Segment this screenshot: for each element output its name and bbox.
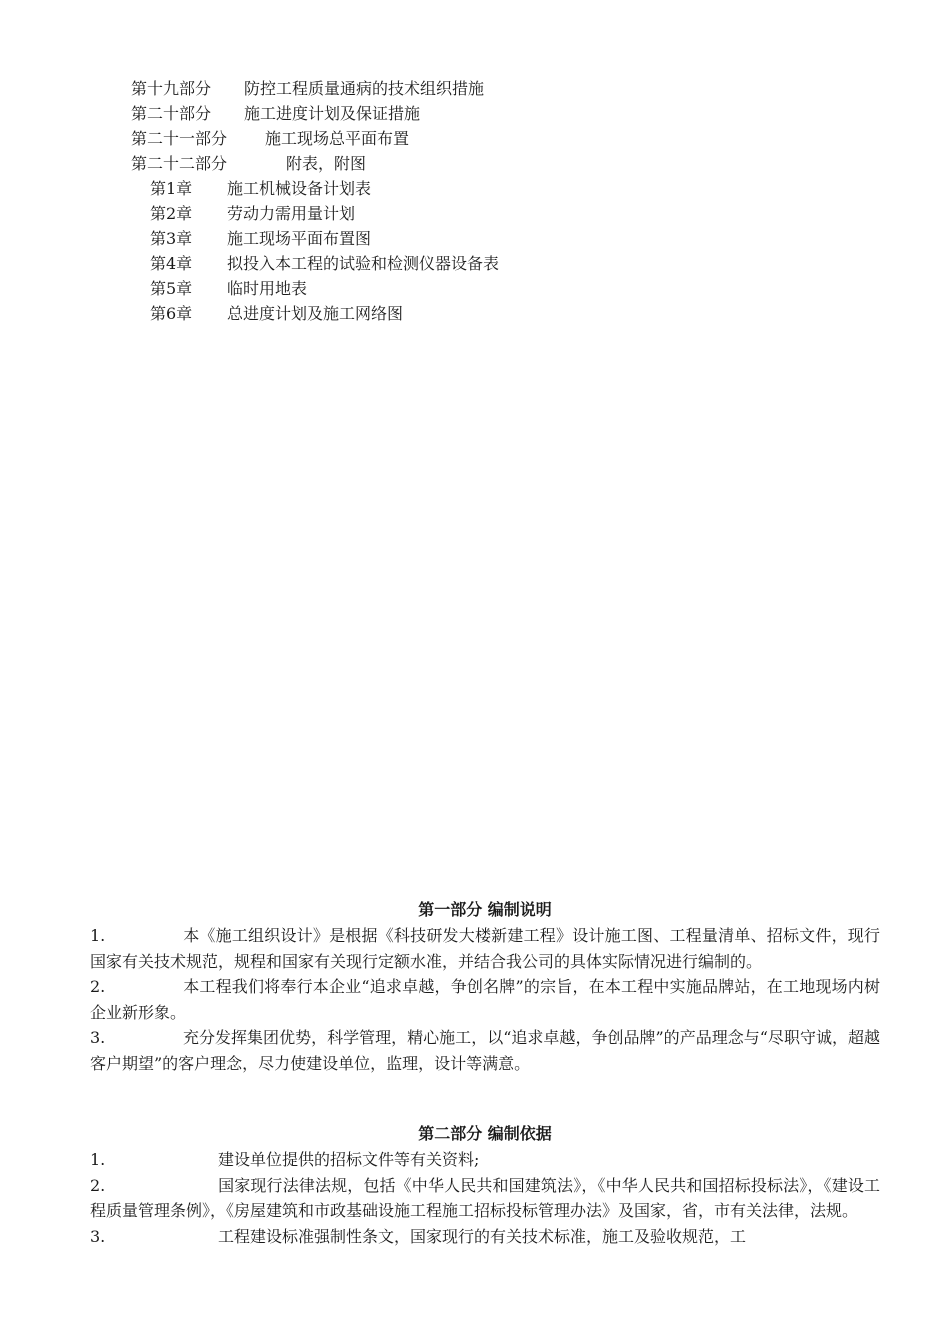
table-of-contents — [131, 76, 771, 326]
toc-part-number: 第二十一部分 — [131, 129, 228, 148]
paragraph-text: 本《施工组织设计》是根据《科技研发大楼新建工程》设计施工图、工程量清单、招标文件，现行国家有关技术规范，规程和国家有关现行定额水准，并结合我公司的具体实际情况进行编制的。 — [90, 926, 880, 971]
toc-part-number: 第二十二部分 — [131, 154, 228, 173]
toc-chapter-number: 第2章 — [150, 204, 193, 223]
toc-chapter-number: 第1章 — [150, 179, 193, 198]
paragraph-text: 工程建设标准强制性条文，国家现行的有关技术标准，施工及验收规范，工 — [218, 1226, 747, 1246]
toc-chapter-4[interactable] — [131, 251, 771, 276]
paragraph-text: 建设单位提供的招标文件等有关资料; — [218, 1150, 480, 1169]
paragraph — [90, 1224, 880, 1250]
paragraph-number: 1. — [90, 926, 106, 945]
section-compilation-basis — [90, 1121, 880, 1249]
toc-chapter-number: 第6章 — [150, 304, 193, 323]
paragraph — [90, 1025, 880, 1076]
toc-chapter-2[interactable] — [131, 201, 771, 226]
toc-part-title: 防控工程质量通病的技术组织措施 — [244, 79, 485, 98]
toc-chapter-number: 第4章 — [150, 254, 193, 273]
toc-chapter-title: 施工现场平面布置图 — [227, 229, 372, 248]
toc-part-20[interactable] — [131, 101, 771, 126]
section-compilation-notes — [90, 897, 880, 1076]
toc-part-21[interactable] — [131, 126, 771, 151]
toc-chapter-number: 第5章 — [150, 279, 193, 298]
paragraph — [90, 923, 880, 974]
paragraph-number: 2. — [90, 977, 106, 996]
toc-part-title: 附表，附图 — [286, 154, 367, 173]
toc-part-number: 第二十部分 — [131, 104, 212, 123]
paragraph-number: 2. — [90, 1175, 106, 1195]
paragraph — [90, 1173, 880, 1224]
toc-chapter-1[interactable] — [131, 176, 771, 201]
paragraph — [90, 1147, 880, 1173]
paragraph-number: 1. — [90, 1150, 106, 1169]
paragraph — [90, 974, 880, 1025]
section-heading: 第二部分 编制依据 — [418, 1124, 552, 1143]
toc-part-22[interactable] — [131, 151, 771, 176]
toc-chapter-number: 第3章 — [150, 229, 193, 248]
toc-chapter-title: 总进度计划及施工网络图 — [227, 304, 404, 323]
toc-part-19[interactable] — [131, 76, 771, 101]
paragraph-text: 国家现行法律法规，包括《中华人民共和国建筑法》，《中华人民共和国招标投标法》，《建设工程质量管理条例》，《房屋建筑和市政基础设施工程施工招标投标管理办法》及国家，省，市有关法律，法规。 — [90, 1175, 880, 1220]
toc-chapter-5[interactable] — [131, 276, 771, 301]
toc-chapter-3[interactable] — [131, 226, 771, 251]
paragraph-number: 3. — [90, 1226, 106, 1246]
toc-chapter-title: 施工机械设备计划表 — [227, 179, 372, 198]
toc-chapter-6[interactable] — [131, 301, 771, 326]
section-heading: 第一部分 编制说明 — [418, 900, 552, 919]
toc-part-title: 施工现场总平面布置 — [265, 129, 410, 148]
paragraph-text: 充分发挥集团优势，科学管理，精心施工，以“追求卓越，争创品牌”的产品理念与“尽职守诚，超越客户期望”的客户理念，尽力使建设单位，监理，设计等满意。 — [90, 1028, 880, 1073]
paragraph-number: 3. — [90, 1028, 106, 1047]
toc-part-number: 第十九部分 — [131, 79, 212, 98]
toc-part-title: 施工进度计划及保证措施 — [244, 104, 421, 123]
toc-chapter-title: 临时用地表 — [227, 279, 308, 298]
paragraph-text: 本工程我们将奉行本企业“追求卓越，争创名牌”的宗旨，在本工程中实施品牌站，在工地现场内树企业新形象。 — [90, 977, 880, 1022]
toc-chapter-title: 劳动力需用量计划 — [227, 204, 356, 223]
toc-chapter-title: 拟投入本工程的试验和检测仪器设备表 — [227, 254, 500, 273]
